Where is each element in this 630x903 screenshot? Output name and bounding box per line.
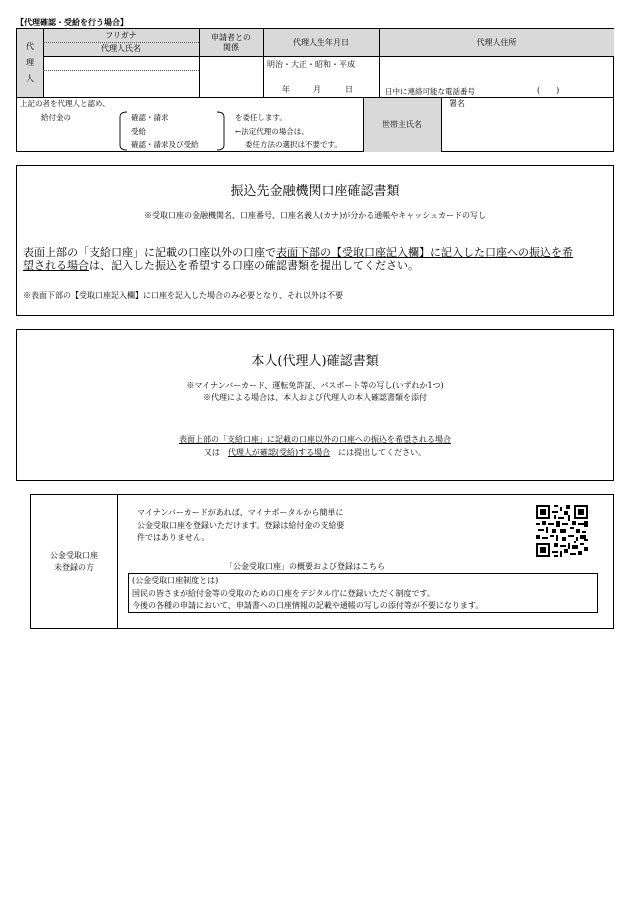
birth-label: 代理人生年月日 (293, 37, 349, 47)
delegate-line-1: 上記の者を代理人と認め、 (20, 99, 110, 108)
id-docs-note-2: ※代理による場合は、本人および代理人の本人確認書類を添付 (203, 393, 427, 402)
option-confirm-claim[interactable]: 確認・請求 (131, 113, 169, 122)
month-label: 月 (313, 85, 321, 94)
furigana-label: フリガナ (105, 30, 137, 40)
bank-docs-note: ※受取口座の金融機関名、口座番号、口座名義人(カナ)が分かる通帳やキャッシュカードの写し (143, 211, 487, 220)
proxy-section-header: 【代理確認・受給を行う場合】 (16, 17, 128, 27)
koukin-system-explanation: (公金受取口座制度とは) 国民の皆さまが給付金等の受取のための口座をデジタル庁に登録いただく制度です。 今後の各種の申請において、申請書への口座情報の記載や通帳の写しの添付等が不要になります。 (128, 573, 598, 613)
id-docs-title: 本人(代理人)確認書類 (251, 354, 379, 369)
householder-label: 世帯主氏名 (382, 119, 422, 129)
left-bracket-icon (117, 111, 129, 151)
day-label: 日 (345, 85, 353, 94)
proxy-name-input[interactable] (44, 71, 198, 96)
proxy-name-label: 代理人氏名 (101, 44, 141, 53)
address-input[interactable] (380, 57, 614, 85)
entrust-text-1: を委任します。 (235, 113, 287, 122)
id-docs-condition-1: 表面上部の「支給口座」に記載の口座以外の口座への振込を希望される場合 (179, 435, 451, 444)
relation-input[interactable] (200, 57, 262, 96)
phone-parens[interactable]: ( ) (537, 86, 560, 95)
year-label: 年 (282, 85, 290, 94)
koukin-label: 公金受取口座 未登録の方 (50, 550, 98, 572)
entrust-text-3: 委任方法の選択は不要です。 (245, 140, 342, 149)
furigana-input[interactable] (44, 57, 198, 69)
bank-docs-footnote: ※表面下部の【受取口座記入欄】に口座を記入した場合のみ必要となり、それ以外は不要 (23, 291, 343, 300)
id-docs-condition-2: 又は 代理人が確認(受給)する場合 には提出してください。 (203, 448, 427, 457)
signature-input[interactable] (442, 109, 613, 151)
bank-docs-title: 振込先金融機関口座確認書類 (230, 184, 400, 199)
option-receive[interactable]: 受給 (131, 127, 146, 136)
era-options[interactable]: 明治・大正・昭和・平成 (267, 60, 355, 69)
bank-docs-box (16, 165, 614, 316)
entrust-text-2: ←法定代理の場合は、 (235, 127, 309, 136)
option-both[interactable]: 確認・請求及び受給 (131, 140, 199, 149)
bank-docs-body: 表面上部の「支給口座」に記載の口座以外の口座で表面下部の【受取口座記入欄】に記入した口座への振込を希 望される場合は、記入した振込を希望する口座の確認書類を提出してください。 (23, 246, 573, 272)
koukin-box (30, 494, 614, 629)
koukin-link[interactable]: 「公金受取口座」の概要および登録はこちら (225, 562, 385, 571)
phone-label: 日中に連絡可能な電話番号 (385, 87, 475, 96)
right-bracket-icon (215, 111, 227, 151)
delegate-line-2: 給付金の (41, 113, 71, 122)
qr-code-icon[interactable] (536, 505, 588, 557)
id-docs-note-1: ※マイナンバーカード、運転免許証、パスポート等の写し(いずれか1つ) (186, 381, 444, 390)
signature-label: 署名 (449, 99, 465, 108)
dai-column-label: 代 理 人 (26, 42, 34, 83)
address-label: 代理人住所 (476, 37, 517, 47)
koukin-description: マイナンバーカードがあれば、マイナポータルから簡単に 公金受取口座を登録いただけます。登録は給付金の支給要 件ではありません。 (137, 508, 345, 542)
proxy-table (16, 28, 614, 152)
id-docs-box (16, 329, 614, 481)
relation-label: 申請者との 関係 (211, 32, 251, 52)
